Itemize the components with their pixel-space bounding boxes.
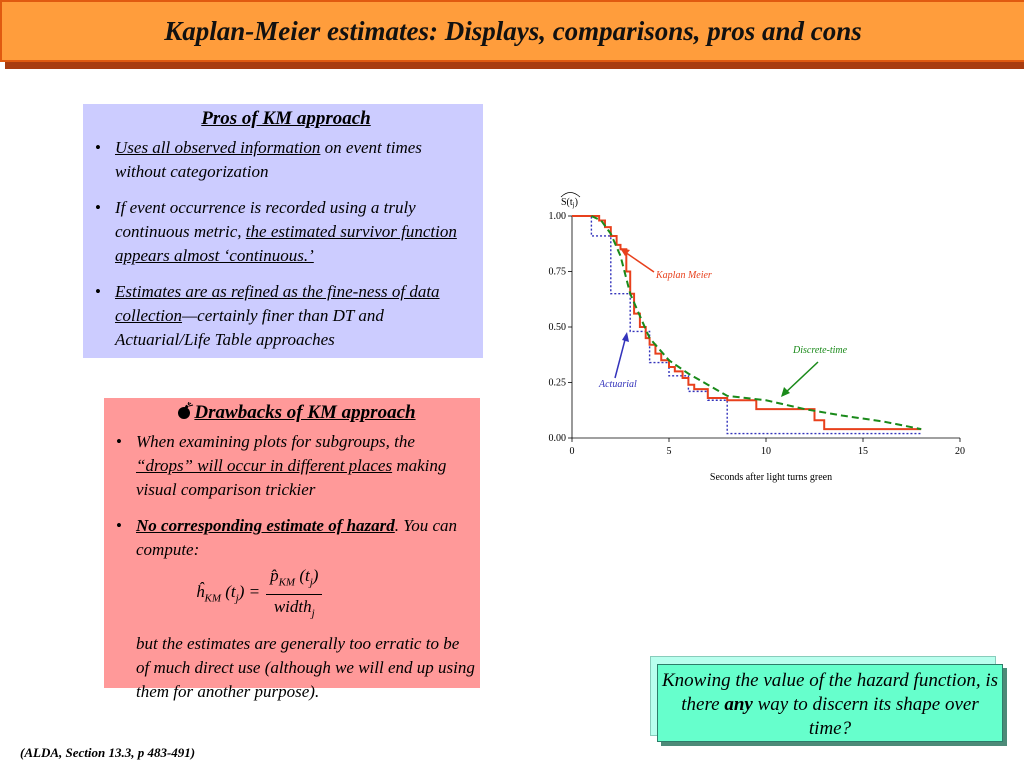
pros-bullet-1-text: on event times without categorization: [115, 138, 422, 181]
discrete-time-arrowhead: [781, 387, 790, 397]
cons-bullet-1-tail: making visual comparison trickier: [136, 456, 447, 499]
callout-text: Knowing the value of the hazard function, is there: [662, 670, 998, 715]
formula-lhs-sub: KM: [204, 592, 221, 605]
formula-fraction: [266, 564, 322, 626]
pros-bullet-3-underlined: Estimates are as refined as the fine-ness of data collection: [115, 282, 440, 325]
y-axis-title: $S(t_j)$: [561, 197, 578, 209]
chart-series: [572, 216, 921, 434]
cons-bullet-2-text: . You can compute:: [136, 516, 457, 559]
formula-denominator-sub: j: [311, 607, 315, 620]
formula-lhs: ĥ: [196, 581, 205, 601]
annotation-actuarial: Actuarial: [599, 379, 637, 390]
formula-numerator-arg: (t: [295, 566, 310, 585]
y-axis: [549, 211, 573, 444]
bullet-dot: •: [95, 198, 101, 217]
cons-panel: [104, 398, 480, 701]
y-tick-label: 0.00: [548, 433, 566, 444]
bullet-dot: •: [116, 516, 122, 535]
pros-bullet-3: [95, 280, 477, 352]
pros-bullet-1-underlined: Uses all observed information: [115, 138, 321, 157]
cons-heading-row: [116, 400, 476, 426]
cons-bullet-1-underlined: “drops” will occur in different places: [136, 456, 393, 475]
x-tick-label: 5: [666, 446, 672, 457]
formula-lhs-arg-sub: j: [235, 592, 239, 605]
pros-bullet-3-text: —certainly finer than DT and Actuarial/Life Table approaches: [115, 306, 384, 349]
x-tick-label: 0: [569, 446, 575, 457]
cons-bullet-1-text: When examining plots for subgroups, the: [136, 432, 415, 451]
cons-bullet-1: [116, 430, 476, 502]
y-tick-label: 0.75: [548, 266, 566, 278]
cons-bullet-2: [116, 514, 476, 562]
hazard-formula: [196, 564, 476, 626]
cons-heading: Drawbacks of KM approach: [194, 402, 416, 423]
pros-bullet-1: [95, 136, 477, 184]
pros-bullet-2-text: If event occurrence is recorded using a truly continuous metric,: [115, 198, 416, 241]
y-tick-label: 1.00: [548, 211, 566, 222]
formula-denominator: width: [273, 597, 312, 617]
slide-title: Kaplan-Meier estimates: Displays, comparisons, pros and cons: [164, 15, 862, 46]
formula-numerator-sub: KM: [278, 576, 296, 589]
formula-lhs-arg: (t: [221, 581, 236, 601]
discrete-time-arrow: [784, 362, 818, 394]
formula-lhs-close: ) =: [238, 581, 261, 601]
bomb-icon: [176, 402, 194, 420]
y-tick-label: 0.25: [548, 377, 566, 389]
annotation-kaplan-meier: Kaplan Meier: [656, 270, 712, 281]
pros-heading: Pros of KM approach: [201, 108, 371, 129]
title-bar: [0, 0, 1024, 62]
bullet-dot: •: [95, 282, 101, 301]
pros-bullet-2: [95, 196, 477, 268]
hazard-question-callout: [657, 664, 1003, 742]
bullet-dot: •: [116, 432, 122, 451]
callout-tail: way to discern its shape over time?: [752, 694, 979, 739]
callout-bold: any: [724, 694, 753, 715]
x-tick-label: 10: [761, 446, 771, 457]
cons-bullet-2-underlined: No corresponding estimate of hazard: [136, 516, 395, 535]
y-tick-label: 0.50: [548, 322, 566, 333]
x-tick-label: 15: [858, 446, 868, 457]
bullet-dot: •: [95, 138, 101, 157]
km-chart: [530, 180, 990, 490]
formula-numerator: p̂: [270, 566, 279, 585]
formula-numerator-arg-sub: j: [309, 576, 313, 589]
x-tick-label: 20: [955, 446, 965, 457]
pros-bullet-2-underlined: the estimated survivor function appears almost ‘continuous.’: [115, 222, 457, 265]
pros-panel: [83, 104, 483, 358]
citation-footnote: (ALDA, Section 13.3, p 483-491): [20, 745, 196, 760]
annotation-discrete-time: Discrete-time: [793, 345, 848, 356]
actuarial-arrow: [615, 336, 626, 378]
formula-numerator-close: ): [312, 566, 319, 585]
x-axis: [570, 438, 966, 457]
cons-after-formula: but the estimates are generally too erratic to be of much direct use (although we will end up using them for another purpose).: [136, 633, 475, 701]
annotation-arrows: [615, 248, 818, 397]
x-axis-title: Seconds after light turns green: [709, 472, 833, 483]
actuarial-arrowhead: [622, 332, 629, 342]
